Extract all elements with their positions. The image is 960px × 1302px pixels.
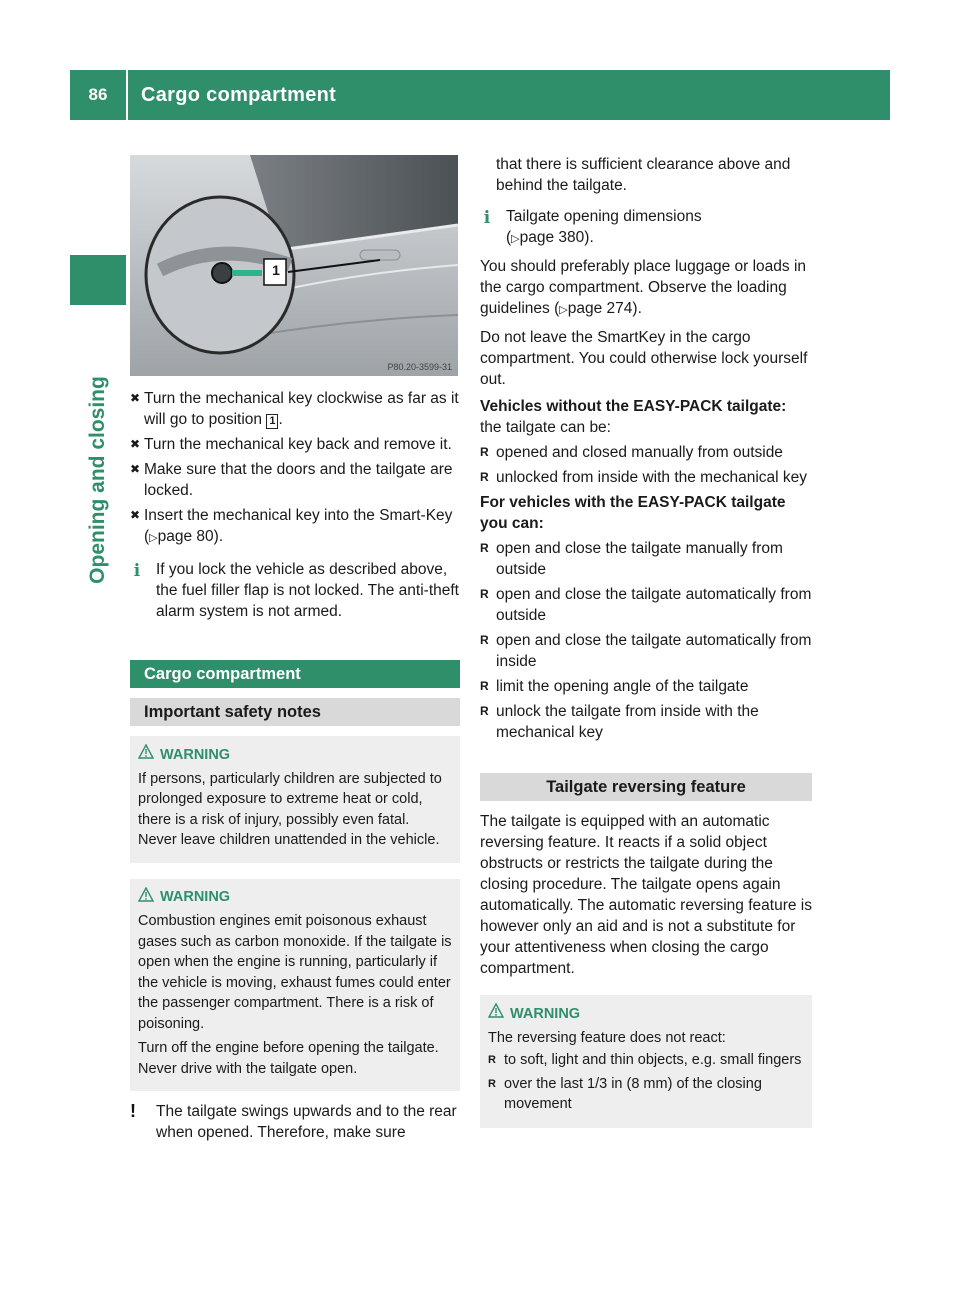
left-column (130, 388, 460, 1143)
page-ref-arrow-icon: ▷ (149, 532, 158, 544)
warning-box-3 (480, 995, 812, 1128)
warning-triangle-icon (138, 887, 160, 909)
page-ref-arrow-icon: ▷ (559, 304, 568, 316)
reversing-paragraph: The tailgate is equipped with an automatic reversing feature. It reacts if a solid object obstructs or restricts the tailgate during the closing procedure. The tailgate opens again automatically. The automatic reversing feature is however only an aid and is not a substitute for your attentiveness when closing the cargo compartment. (480, 813, 812, 977)
list-item: R unlock the tailgate from inside with the mechanical key (480, 703, 759, 741)
list-item: R open and close the tailgate automatically from inside (480, 632, 812, 670)
step-arrow-icon: ✖ (130, 391, 141, 405)
step-arrow-icon: ✖ (130, 508, 141, 522)
notice-note: ! The tailgate swings upwards and to the rear when opened. Therefore, make sure (130, 1101, 457, 1141)
page-ref-arrow-icon: ▷ (511, 233, 520, 245)
warning-triangle-icon (488, 1003, 510, 1025)
warning-heading: WARNING (488, 1003, 804, 1025)
without-easypack-heading: Vehicles without the EASY-PACK tailgate: (480, 398, 787, 415)
list-item: R open and close the tailgate manually from outside (480, 540, 783, 578)
figure-code: P80.20-3599-31 (387, 362, 452, 372)
subsection-heading: Important safety notes (130, 698, 460, 726)
smartkey-paragraph: Do not leave the SmartKey in the cargo compartment. You could otherwise lock yourself out. (480, 329, 808, 388)
warning-text: Combustion engines emit poisonous exhaust gases such as carbon monoxide. If the tailgate is open when the engine is running, particularly if the vehicle is moving, exhaust fumes could enter the passenger compartment. There is a risk of poisoning. (138, 913, 452, 1032)
warning-box-2 (130, 879, 460, 1092)
page-number: 86 (88, 85, 108, 104)
step-arrow-icon: ✖ (130, 437, 141, 451)
warning-box-1 (130, 736, 460, 863)
warning-triangle-icon (138, 744, 160, 766)
step-4: ✖ Insert the mechanical key into the Smart-Key (▷page 80). (130, 507, 453, 545)
luggage-paragraph: You should preferably place luggage or loads in the cargo compartment. Observe the loading guidelines (▷page 274). (480, 258, 807, 317)
with-easypack-heading: For vehicles with the EASY-PACK tailgate you can: (480, 494, 786, 532)
notice-continuation: that there is sufficient clearance above and behind the tailgate. (496, 156, 791, 194)
page-ref-link[interactable]: page 80 (157, 528, 214, 545)
step-2: ✖ Turn the mechanical key back and remove it. (130, 436, 452, 453)
page-ref-link[interactable]: page 274 (567, 300, 633, 317)
warning-heading: WARNING (138, 744, 452, 766)
step-1: ✖ Turn the mechanical key clockwise as far as it will go to position 1 . (130, 390, 459, 428)
warning-heading: WARNING (138, 887, 452, 909)
reversing-heading: Tailgate reversing feature (480, 773, 812, 801)
list-item: R unlocked from inside with the mechanical key (480, 469, 808, 486)
warning-text: The reversing feature does not react: (488, 1029, 726, 1046)
list-item: R to soft, light and thin objects, e.g. small fingers (488, 1052, 802, 1068)
info-icon: i (133, 561, 141, 581)
list-item: R over the last 1/3 in (8 mm) of the closing movement (488, 1075, 762, 1112)
door-lock-illustration (130, 155, 458, 376)
page-ref-link[interactable]: page 380 (519, 229, 585, 246)
without-easypack-list (480, 442, 812, 488)
position-callout: 1 (272, 262, 280, 278)
list-item: R limit the opening angle of the tailgate (480, 678, 749, 695)
with-easypack-list (480, 538, 812, 743)
section-heading: Cargo compartment (130, 660, 460, 688)
warning-text: If persons, particularly children are subjected to prolonged exposure to extreme heat or cold, there is a risk of injury, possibly even fatal. Never leave children unattended in the vehicle. (138, 770, 442, 848)
chapter-marker (70, 255, 126, 305)
info-dimensions: i Tailgate opening dimensions (▷page 380). (480, 206, 812, 250)
without-easypack-intro: the tailgate can be: (480, 419, 611, 436)
exclamation-icon: ! (130, 1101, 136, 1121)
warning-text: Turn off the engine before opening the tailgate. Never drive with the tailgate open. (138, 1040, 439, 1077)
right-column (480, 154, 812, 1128)
info-note: i If you lock the vehicle as described above, the fuel filler flap is not locked. The anti-theft alarm system is not armed. (130, 559, 460, 622)
step-3: ✖ Make sure that the doors and the tailgate are locked. (130, 461, 453, 499)
info-icon: i (483, 208, 491, 228)
position-ref-box: 1 (266, 414, 278, 429)
list-item: R opened and closed manually from outside (480, 444, 783, 461)
step-arrow-icon: ✖ (130, 462, 141, 476)
list-item: R open and close the tailgate automatically from outside (480, 586, 812, 624)
chapter-label: Opening and closing (86, 376, 109, 584)
header-divider (126, 70, 128, 120)
car-door-drawing (130, 155, 458, 376)
page-title: Cargo compartment (141, 83, 337, 106)
